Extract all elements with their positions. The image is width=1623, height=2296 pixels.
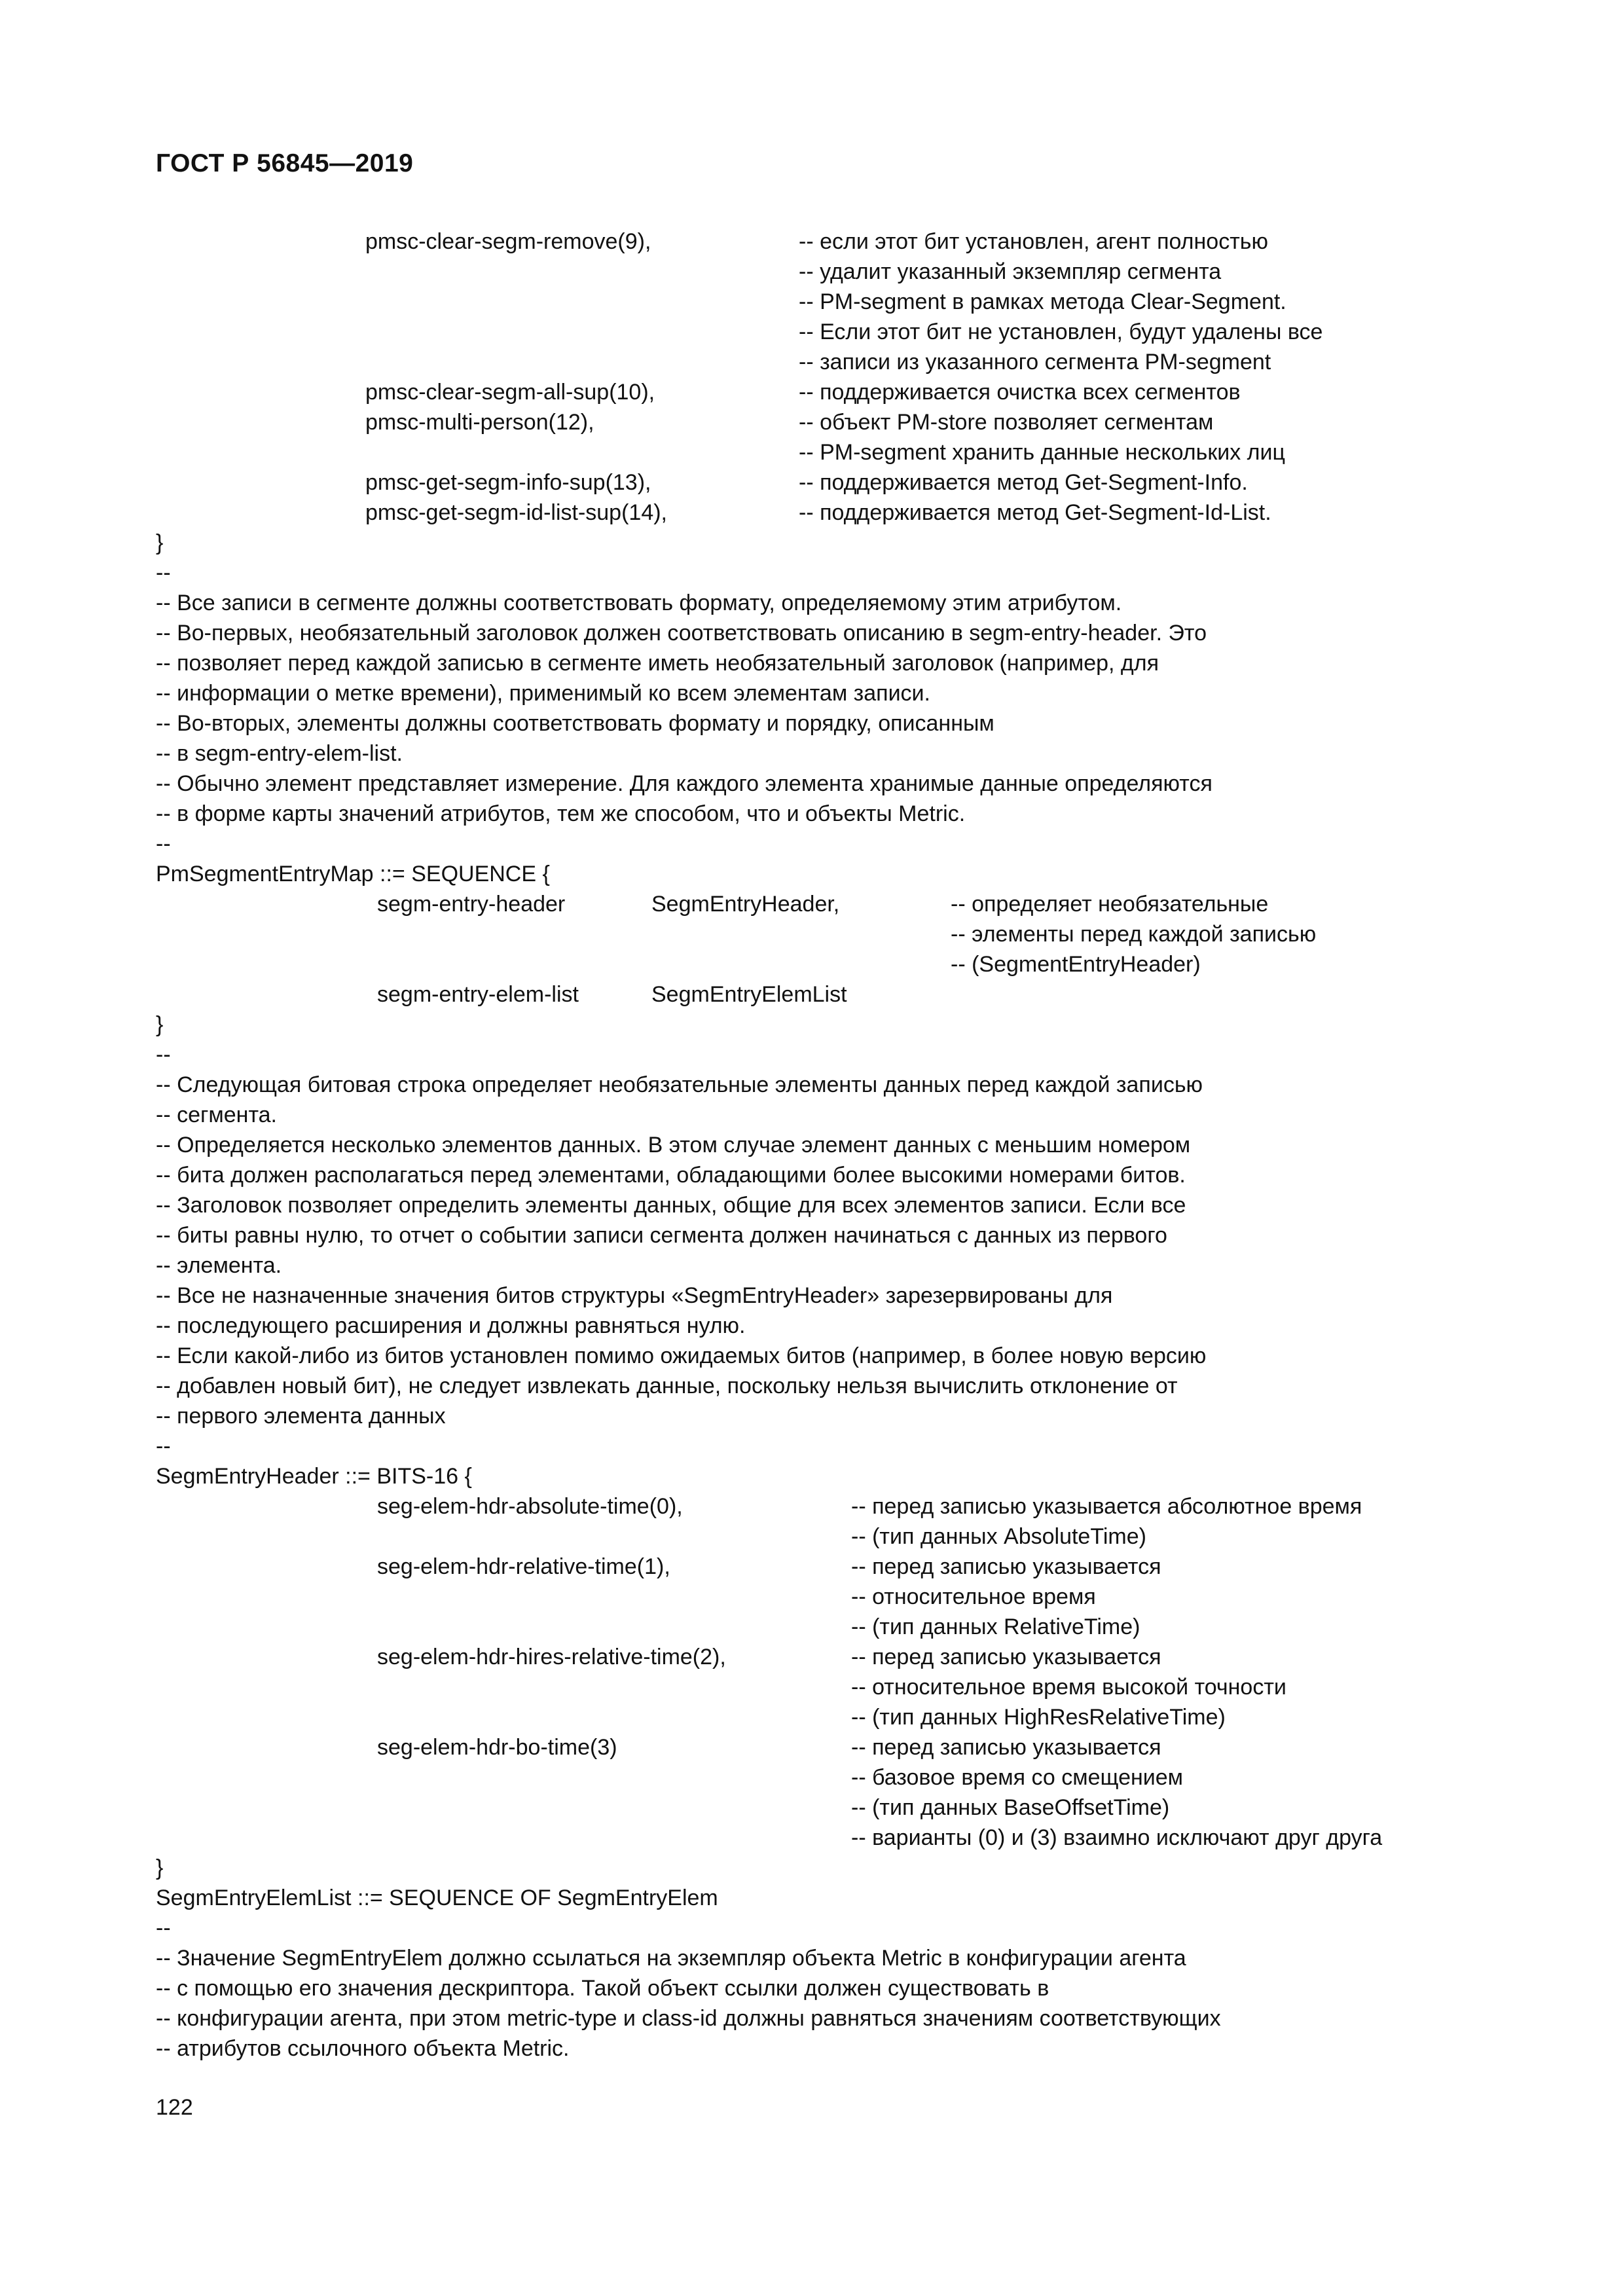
comment-line: -- информации о метке времени), применимый ко всем элементам записи. [156,681,930,706]
code-line [156,257,1531,287]
code-line [156,919,1531,949]
code-text: seg-elem-hdr-hires-relative-time(2), [377,1645,726,1669]
comment-line: -- Все записи в сегменте должны соответствовать формату, определяемому этим атрибутом. [156,591,1122,615]
code-comment: -- объект PM-store позволяет сегментам [799,410,1214,435]
closing-brace: } [156,1855,164,1880]
code-line [156,377,1531,407]
comment-line: -- Все не назначенные значения битов структуры «SegmEntryHeader» зарезервированы для [156,1283,1113,1308]
code-line [156,347,1531,377]
comment-line: -- [156,1916,171,1941]
code-comment: -- если этот бит установлен, агент полностью [799,229,1268,254]
code-text: seg-elem-hdr-bo-time(3) [377,1735,617,1760]
code-line [156,1612,1531,1642]
comment-line: -- элемента. [156,1253,282,1278]
code-line [156,1672,1531,1702]
code-comment: -- (тип данных RelativeTime) [851,1614,1140,1639]
code-text: pmsc-clear-segm-remove(9), [365,229,651,254]
code-comment: -- (тип данных AbsoluteTime) [851,1524,1146,1549]
code-text: seg-elem-hdr-relative-time(1), [377,1554,670,1579]
code-comment: -- Если этот бит не установлен, будут удалены все [799,319,1323,344]
comment-line: -- в форме карты значений атрибутов, тем же способом, что и объекты Metric. [156,801,966,826]
code-line [156,317,1531,347]
code-comment: -- базовое время со смещением [851,1765,1184,1790]
code-text: seg-elem-hdr-absolute-time(0), [377,1494,683,1519]
field-name: segm-entry-elem-list [377,982,579,1007]
comment-line: -- Следующая битовая строка определяет необязательные элементы данных перед каждой записью [156,1072,1203,1097]
field-type: SegmEntryHeader, [651,892,840,917]
code-line [156,437,1531,467]
code-comment: -- (тип данных HighResRelativeTime) [851,1705,1226,1730]
code-line [156,1642,1531,1672]
code-comment: -- элементы перед каждой записью [951,922,1317,947]
code-line [156,1793,1531,1823]
comment-line: -- первого элемента данных [156,1404,446,1429]
code-comment: -- относительное время высокой точности [851,1675,1286,1700]
declaration-line: PmSegmentEntryMap ::= SEQUENCE { [156,862,550,886]
field-name: segm-entry-header [377,892,566,917]
comment-line: -- в segm-entry-elem-list. [156,741,403,766]
code-comment: -- поддерживается метод Get-Segment-Info. [799,470,1248,495]
code-text: pmsc-multi-person(12), [365,410,594,435]
code-comment: -- перед записью указывается [851,1645,1161,1669]
code-line [156,1732,1531,1762]
code-comment: -- поддерживается очистка всех сегментов [799,380,1241,405]
code-line [156,949,1531,979]
code-text: pmsc-get-segm-info-sup(13), [365,470,651,495]
code-line [156,1702,1531,1732]
code-line [156,1582,1531,1612]
code-line [156,1522,1531,1552]
code-comment: -- определяет необязательные [951,892,1269,917]
code-text: pmsc-get-segm-id-list-sup(14), [365,500,667,525]
closing-brace: } [156,530,164,555]
comment-line: -- добавлен новый бит), не следует извлекать данные, поскольку нельзя вычислить отклонение от [156,1374,1178,1398]
comment-line: -- Во-вторых, элементы должны соответствовать формату и порядку, описанным [156,711,994,736]
code-line [156,979,1531,1010]
code-comment: -- перед записью указывается абсолютное время [851,1494,1362,1519]
comment-line: -- [156,1434,171,1459]
code-line [156,1762,1531,1793]
comment-line: -- с помощью его значения дескриптора. Такой объект ссылки должен существовать в [156,1976,1049,2001]
comment-line: -- [156,560,171,585]
comment-line: -- бита должен располагаться перед элементами, обладающими более высокими номерами битов. [156,1163,1186,1188]
code-comment: -- PM-segment хранить данные нескольких лиц [799,440,1285,465]
comment-line: -- [156,1042,171,1067]
code-line [156,1552,1531,1582]
page-number: 122 [156,2095,193,2120]
code-comment: -- (тип данных BaseOffsetTime) [851,1795,1170,1820]
document-body [156,227,1531,2064]
code-comment: -- (SegmentEntryHeader) [951,952,1201,977]
code-line [156,1823,1531,1853]
comment-line: -- Во-первых, необязательный заголовок должен соответствовать описанию в segm-entry-header. Это [156,621,1207,646]
comment-line: -- Значение SegmEntryElem должно ссылаться на экземпляр объекта Metric в конфигурации агента [156,1946,1186,1971]
comment-line: -- Определяется несколько элементов данных. В этом случае элемент данных с меньшим номером [156,1133,1191,1157]
comment-line: -- сегмента. [156,1102,278,1127]
code-comment: -- перед записью указывается [851,1735,1161,1760]
code-comment: -- записи из указанного сегмента PM-segment [799,350,1271,374]
comment-line: -- атрибутов ссылочного объекта Metric. [156,2036,570,2061]
code-comment: -- варианты (0) и (3) взаимно исключают друг друга [851,1825,1383,1850]
comment-line: -- конфигурации агента, при этом metric-type и class-id должны равняться значениям соответствующих [156,2006,1221,2031]
comment-line: -- последующего расширения и должны равняться нулю. [156,1313,746,1338]
comment-line: -- биты равны нулю, то отчет о событии записи сегмента должен начинаться с данных из первого [156,1223,1167,1248]
field-type: SegmEntryElemList [651,982,847,1007]
code-line [156,889,1531,919]
code-comment: -- относительное время [851,1584,1096,1609]
comment-line: -- Если какой-либо из битов установлен помимо ожидаемых битов (например, в более новую версию [156,1343,1207,1368]
closing-brace: } [156,1012,164,1037]
code-comment: -- PM-segment в рамках метода Clear-Segment. [799,289,1286,314]
page-header: ГОСТ Р 56845—2019 [156,149,414,177]
comment-line: -- [156,831,171,856]
declaration-line: SegmEntryHeader ::= BITS-16 { [156,1464,472,1489]
code-line [156,227,1531,257]
code-comment: -- удалит указанный экземпляр сегмента [799,259,1222,284]
code-line [156,407,1531,437]
code-line [156,498,1531,528]
code-line [156,1491,1531,1522]
code-text: pmsc-clear-segm-all-sup(10), [365,380,655,405]
code-line [156,287,1531,317]
comment-line: -- позволяет перед каждой записью в сегменте иметь необязательный заголовок (например, для [156,651,1159,676]
comment-line: -- Обычно элемент представляет измерение. Для каждого элемента хранимые данные определяются [156,771,1213,796]
comment-line: -- Заголовок позволяет определить элементы данных, общие для всех элементов записи. Если все [156,1193,1186,1218]
code-comment: -- перед записью указывается [851,1554,1161,1579]
code-line [156,467,1531,498]
declaration-line: SegmEntryElemList ::= SEQUENCE OF SegmEntryElem [156,1886,718,1910]
code-comment: -- поддерживается метод Get-Segment-Id-List. [799,500,1271,525]
